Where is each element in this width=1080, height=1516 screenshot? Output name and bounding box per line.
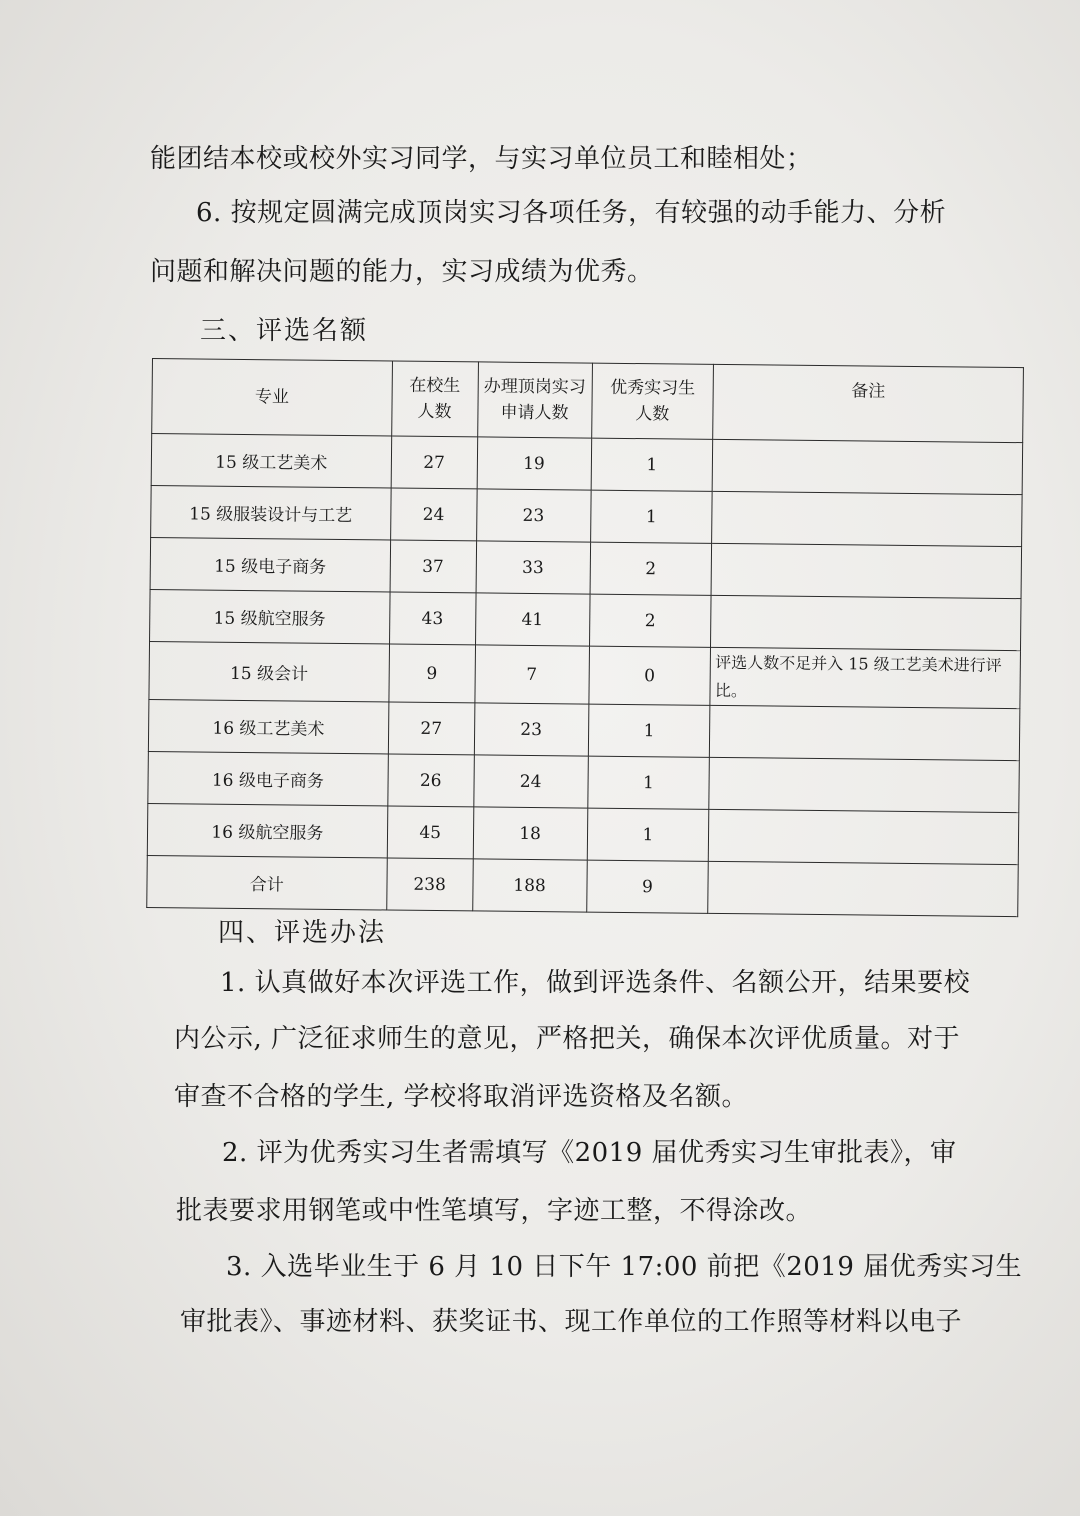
table-header-row xyxy=(152,359,1024,443)
paragraph-text: 能团结本校或校外实习同学，与实习单位员工和睦相处； xyxy=(150,144,813,174)
paragraph-text: 批表要求用钢笔或中性笔填写，字迹工整，不得涂改。 xyxy=(176,1196,813,1226)
header-major: 专业 xyxy=(152,359,392,437)
cell-excellent: 2 xyxy=(590,542,712,595)
method-3-text: 3. 入选毕业生于 6 月 10 日下午 17:00 前把《2019 届优秀实习生 xyxy=(226,1252,1023,1282)
cell-applied: 23 xyxy=(474,703,588,756)
table-row xyxy=(150,589,1021,650)
cell-note xyxy=(712,491,1022,546)
cell-applied: 33 xyxy=(476,541,590,594)
criterion-6-text: 6. 按规定圆满完成顶岗实习各项任务，有较强的动手能力、分析 xyxy=(196,198,947,228)
cell-excellent: 1 xyxy=(590,490,712,543)
header-enrolled: 在校生 人数 xyxy=(391,361,478,437)
cell-excellent: 1 xyxy=(587,808,709,861)
header-applied: 办理顶岗实习 申请人数 xyxy=(477,362,592,438)
cell-excellent: 1 xyxy=(588,704,710,757)
cell-major: 15 级电子商务 xyxy=(150,537,390,592)
cell-major: 16 级工艺美术 xyxy=(148,699,388,754)
cell-enrolled: 27 xyxy=(388,702,474,755)
cell-note xyxy=(711,595,1021,650)
cell-enrolled: 45 xyxy=(387,806,473,859)
table-total-row xyxy=(147,855,1018,916)
cell-excellent: 0 xyxy=(588,646,710,705)
cell-enrolled: 37 xyxy=(390,540,476,593)
cell-note xyxy=(709,809,1019,864)
table-row xyxy=(151,485,1022,546)
total-note xyxy=(708,861,1018,916)
cell-excellent: 1 xyxy=(587,756,709,809)
cell-note: 评选人数不足并入 15 级工艺美术进行评比。 xyxy=(710,647,1020,708)
method-2-text: 2. 评为优秀实习生者需填写《2019 届优秀实习生审批表》，审 xyxy=(222,1138,957,1168)
table-row xyxy=(149,641,1021,708)
header-note: 备注 xyxy=(713,364,1023,442)
cell-excellent: 2 xyxy=(589,594,711,647)
cell-note xyxy=(709,757,1019,812)
cell-excellent: 1 xyxy=(591,438,713,491)
cell-major: 15 级会计 xyxy=(149,641,389,702)
header-excellent: 优秀实习生 人数 xyxy=(591,363,714,439)
quota-table xyxy=(146,358,1024,917)
cell-applied: 18 xyxy=(473,807,587,860)
paragraph-text: 审查不合格的学生, 学校将取消评选资格及名额。 xyxy=(174,1082,749,1112)
table-row xyxy=(150,537,1021,598)
table-row xyxy=(151,434,1022,495)
cell-note xyxy=(711,543,1021,598)
table-row xyxy=(148,751,1019,812)
cell-applied: 41 xyxy=(475,593,589,646)
cell-enrolled: 43 xyxy=(389,592,475,645)
cell-enrolled: 9 xyxy=(389,644,476,703)
cell-major: 16 级电子商务 xyxy=(148,751,388,806)
cell-applied: 7 xyxy=(475,645,589,704)
section-heading-method: 四、评选办法 xyxy=(218,918,387,948)
cell-major: 15 级服装设计与工艺 xyxy=(151,485,391,540)
cell-applied: 23 xyxy=(476,489,590,542)
paragraph-text: 审批表》、事迹材料、获奖证书、现工作单位的工作照等材料以电子 xyxy=(180,1307,963,1337)
cell-applied: 24 xyxy=(473,755,587,808)
total-label: 合计 xyxy=(147,855,387,910)
cell-major: 16 级航空服务 xyxy=(147,803,387,858)
cell-enrolled: 26 xyxy=(388,754,474,807)
cell-note xyxy=(710,705,1020,760)
total-excellent: 9 xyxy=(586,860,708,913)
total-enrolled: 238 xyxy=(386,858,472,911)
cell-major: 15 级工艺美术 xyxy=(151,434,391,489)
table-row xyxy=(148,699,1019,760)
method-1-text: 1. 认真做好本次评选工作，做到评选条件、名额公开，结果要校 xyxy=(220,968,971,998)
paragraph-text: 问题和解决问题的能力，实习成绩为优秀。 xyxy=(150,257,654,287)
cell-enrolled: 27 xyxy=(391,436,477,489)
total-applied: 188 xyxy=(472,859,586,912)
paragraph-text: 内公示, 广泛征求师生的意见，严格把关，确保本次评优质量。对于 xyxy=(174,1024,961,1054)
cell-major: 15 级航空服务 xyxy=(150,589,390,644)
table-row xyxy=(147,803,1018,864)
section-heading-quota: 三、评选名额 xyxy=(200,316,369,346)
cell-enrolled: 24 xyxy=(390,488,476,541)
cell-note xyxy=(712,439,1022,494)
cell-applied: 19 xyxy=(477,437,591,490)
